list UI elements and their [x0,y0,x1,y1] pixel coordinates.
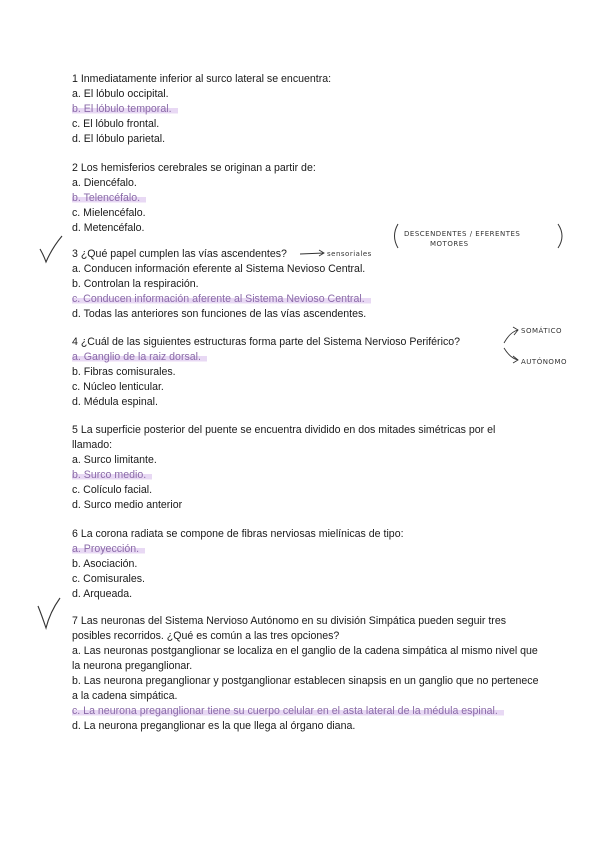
option-c[interactable]: c. Comisurales. [72,573,145,585]
question-stem: 3 ¿Qué papel cumplen las vías ascendentes? [72,248,287,260]
option-c-highlighted[interactable]: c. La neurona preganglionar tiene su cuerpo celular en el asta lateral de la médula espinal. [72,705,504,717]
right-parenthesis-icon [558,224,562,248]
option-d[interactable]: d. Metencéfalo. [72,222,145,234]
note-somatico: SOMÁTICO [521,327,562,335]
option-a-highlighted[interactable]: a. Ganglio de la raiz dorsal. [72,351,207,363]
option-b-highlighted[interactable]: b. El lóbulo temporal. [72,103,178,115]
option-a-highlighted[interactable]: a. Proyección. [72,543,145,555]
option-a[interactable]: a. Conducen información eferente al Sistema Nevioso Central. [72,263,366,275]
option-c[interactable]: c. Núcleo lenticular. [72,381,164,393]
option-a[interactable]: a. Las neuronas postganglionar se localiza en el ganglio de la cadena simpática al mismo nivel que la neurona preganglionar. [72,645,538,672]
note-motores: MOTORES [430,240,469,248]
question-4 [72,335,532,410]
question-3 [72,247,532,322]
option-d[interactable]: d. El lóbulo parietal. [72,133,166,145]
option-b-highlighted[interactable]: b. Surco medio. [72,469,152,481]
question-stem: 6 La corona radiata se compone de fibras nerviosas mielínicas de tipo: [72,528,404,540]
option-d[interactable]: d. La neurona preganglionar es la que llega al órgano diana. [72,720,356,732]
option-b[interactable]: b. Fibras comisurales. [72,366,176,378]
option-d[interactable]: d. Arqueada. [72,588,133,600]
option-c[interactable]: c. Mielencéfalo. [72,207,146,219]
note-descendentes: DESCENDENTES / EFERENTES [404,230,521,238]
question-7 [72,614,542,734]
option-c[interactable]: c. El lóbulo frontal. [72,118,160,130]
option-a[interactable]: a. Surco limitante. [72,454,157,466]
question-6 [72,527,532,602]
option-d[interactable]: d. Médula espinal. [72,396,158,408]
question-2 [72,161,532,236]
check-mark-icon [38,598,60,628]
option-d[interactable]: d. Surco medio anterior [72,499,183,511]
question-1 [72,72,532,147]
option-a[interactable]: a. El lóbulo occipital. [72,88,169,100]
option-a[interactable]: a. Diencéfalo. [72,177,137,189]
option-b[interactable]: b. Asociación. [72,558,138,570]
question-stem: 4 ¿Cuál de las siguientes estructuras forma parte del Sistema Nervioso Periférico? [72,336,461,348]
option-b[interactable]: b. Controlan la respiración. [72,278,199,290]
question-stem: 7 Las neuronas del Sistema Nervioso Autónomo en su división Simpática pueden seguir tres posibles recorridos. ¿Qué es común a las tres opciones? [72,615,507,642]
option-b-highlighted[interactable]: b. Telencéfalo. [72,192,146,204]
question-5 [72,423,532,513]
question-stem: 5 La superficie posterior del puente se encuentra dividido en dos mitades simétricas por el llamado: [72,424,496,451]
question-stem: 1 Inmediatamente inferior al surco lateral se encuentra: [72,73,332,85]
option-c[interactable]: c. Colículo facial. [72,484,153,496]
question-stem: 2 Los hemisferios cerebrales se originan a partir de: [72,162,316,174]
note-sensoriales: sensoriales [327,250,372,258]
note-autonomo: AUTÓNOMO [521,358,567,366]
option-b[interactable]: b. Las neurona preganglionar y postganglionar establecen sinapsis en un ganglio que no pertenece a la cadena simpática. [72,675,539,702]
option-c-highlighted[interactable]: c. Conducen información aferente al Sistema Nevioso Central. [72,293,371,305]
check-mark-icon [40,236,62,262]
option-d[interactable]: d. Todas las anteriores son funciones de las vías ascendentes. [72,308,367,320]
